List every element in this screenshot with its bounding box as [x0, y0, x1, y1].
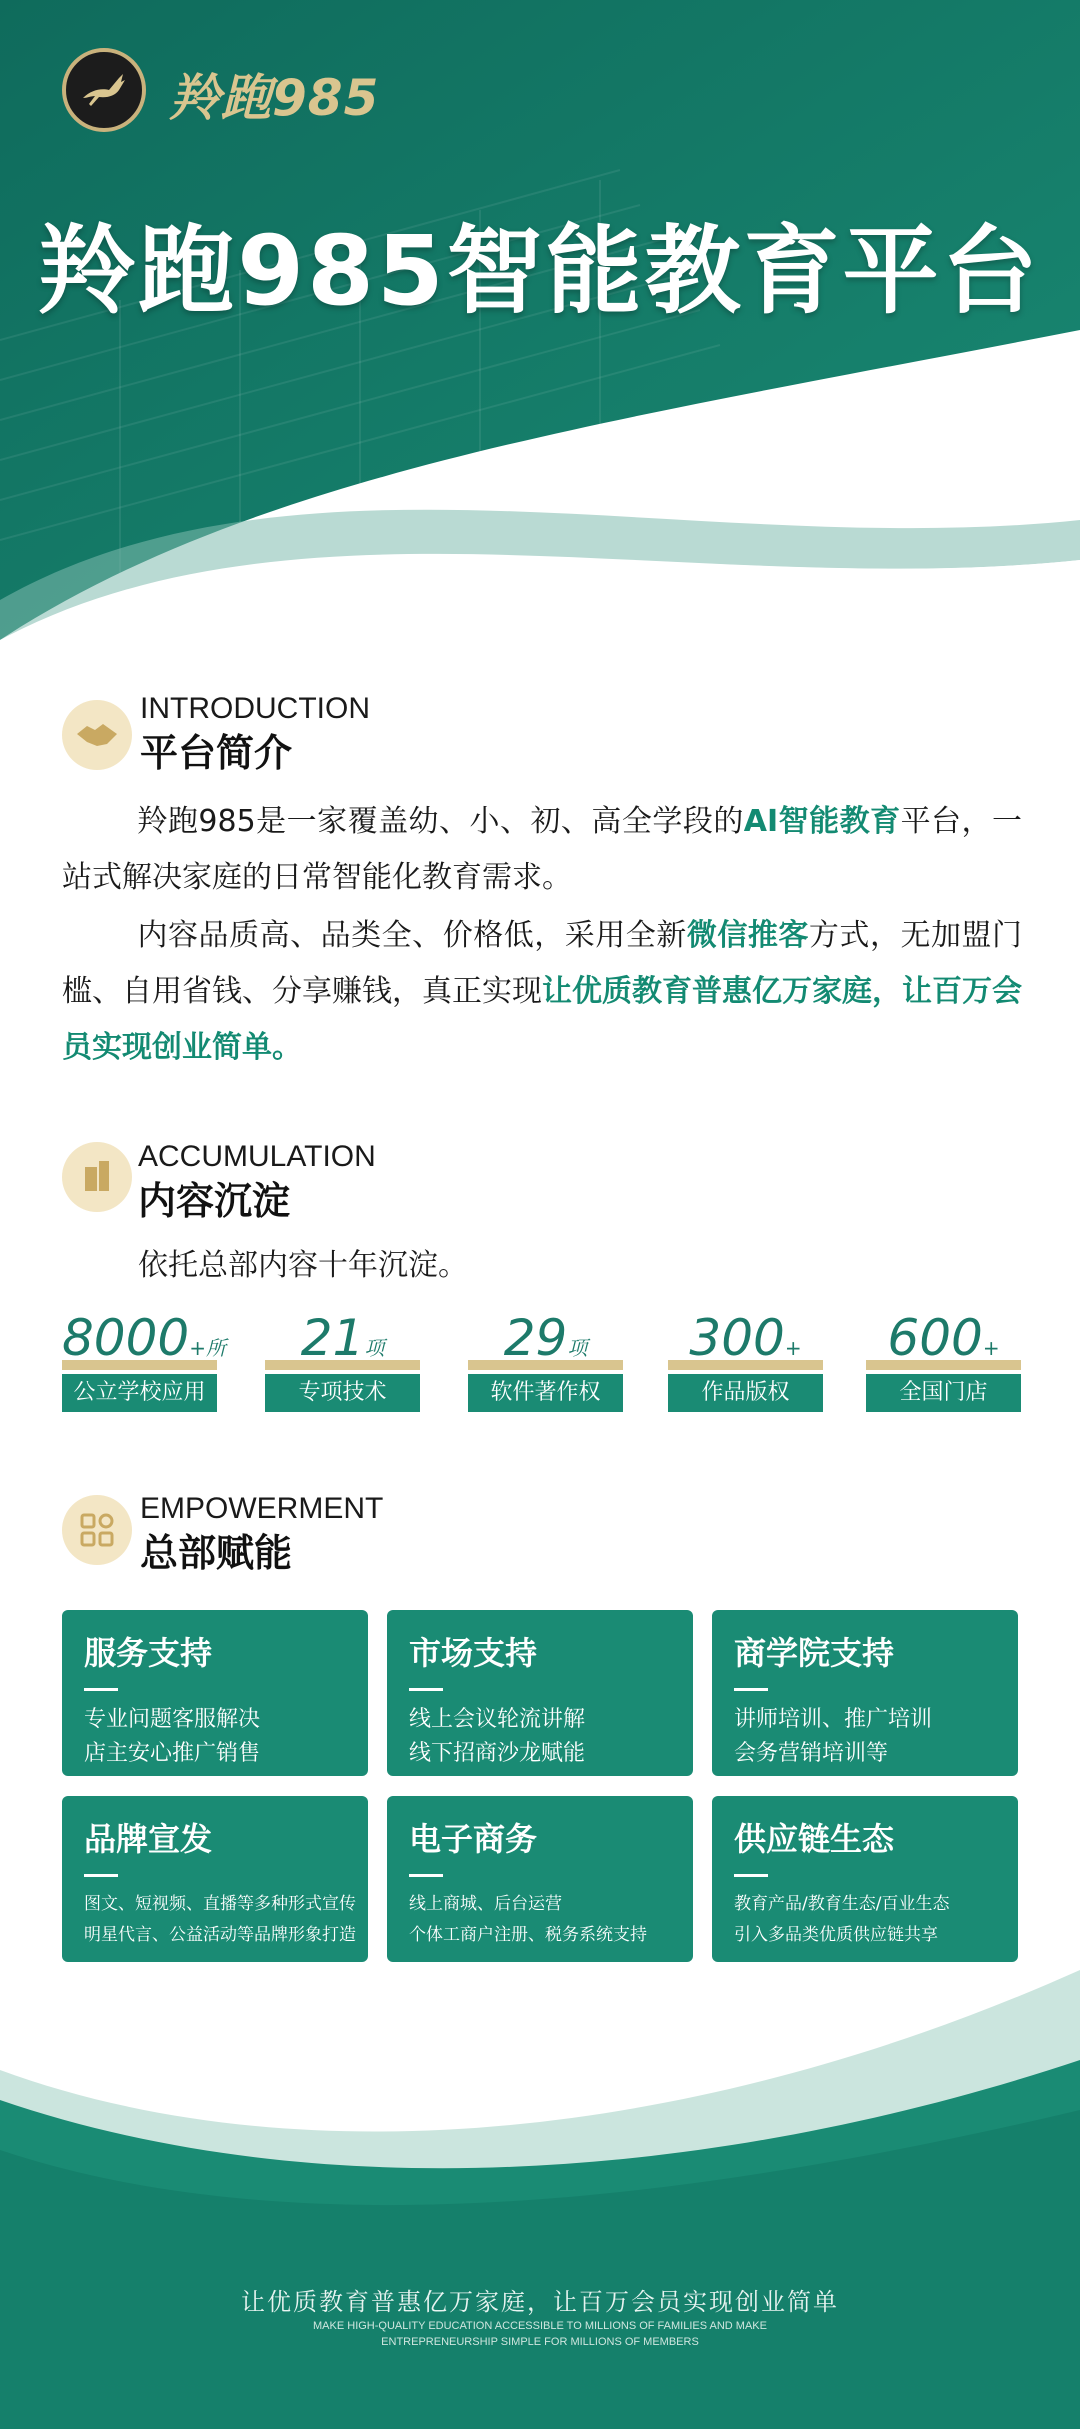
section-en-title: EMPOWERMENT	[140, 1492, 384, 1525]
card-ecommerce: 电子商务 线上商城、后台运营 个体工商户注册、税务系统支持	[387, 1796, 693, 1962]
handshake-icon	[62, 700, 132, 770]
stat-works-copyrights: 300+ 作品版权	[668, 1310, 823, 1412]
stat-stores: 600+ 全国门店	[866, 1310, 1021, 1412]
accumulation-desc: 依托总部内容十年沉淀。	[138, 1248, 468, 1283]
intro-paragraph-1: 羚跑985是一家覆盖幼、小、初、高全学段的AI智能教育平台，一站式解决家庭的日常智能化教育需求。	[62, 804, 1022, 895]
brand-name: 羚跑985	[170, 69, 380, 127]
antelope-icon	[79, 70, 129, 110]
building-icon	[62, 1142, 132, 1212]
stat-schools: 8000+所 公立学校应用	[62, 1310, 217, 1412]
card-supply-chain: 供应链生态 教育产品/教育生态/百业生态 引入多品类优质供应链共享	[712, 1796, 1018, 1962]
card-business-school: 商学院支持 讲师培训、推广培训 会务营销培训等	[712, 1610, 1018, 1776]
section-en-title: INTRODUCTION	[140, 692, 370, 725]
section-en-title: ACCUMULATION	[138, 1140, 376, 1173]
brand-logo	[62, 48, 146, 132]
footer-slogan: 让优质教育普惠亿万家庭，让百万会员实现创业简单	[241, 2288, 839, 2316]
stat-technologies: 21项 专项技术	[265, 1310, 420, 1412]
card-brand-promotion: 品牌宣发 图文、短视频、直播等多种形式宣传 明星代言、公益活动等品牌形象打造	[62, 1796, 368, 1962]
section-title: 内容沉淀	[138, 1179, 291, 1223]
footer-background	[0, 1950, 1080, 2429]
section-title: 平台简介	[140, 731, 293, 775]
card-service-support: 服务支持 专业问题客服解决 店主安心推广销售	[62, 1610, 368, 1776]
intro-paragraph-2: 内容品质高、品类全、价格低，采用全新微信推客方式，无加盟门槛、自用省钱、分享赚钱，真正实现让优质教育普惠亿万家庭，让百万会员实现创业简单。	[62, 918, 1023, 1065]
stat-software-copyrights: 29项 软件著作权	[468, 1310, 623, 1412]
header-background	[0, 0, 1080, 700]
footer-slogan-en: MAKE HIGH-QUALITY EDUCATION ACCESSIBLE TO MILLIONS OF FAMILIES AND MAKE ENTREPRENEURSHIP SIMPLE FOR MILLIONS OF MEMBERS	[313, 2320, 767, 2348]
section-title: 总部赋能	[140, 1531, 293, 1575]
page-title: 羚跑985智能教育平台	[39, 215, 1041, 327]
grid-icon	[62, 1495, 132, 1565]
card-market-support: 市场支持 线上会议轮流讲解 线下招商沙龙赋能	[387, 1610, 693, 1776]
